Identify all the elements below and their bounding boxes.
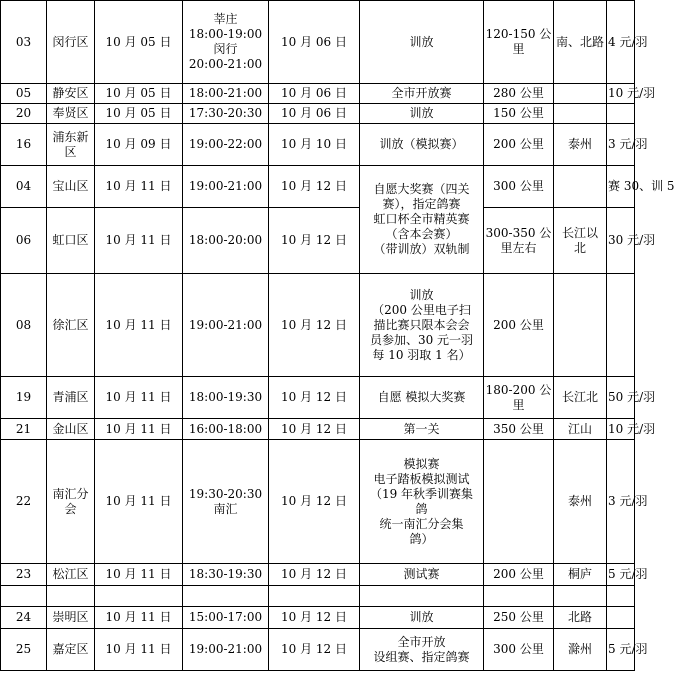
cell-distance: 180-200 公 里 — [484, 377, 554, 419]
cell-event: 全市开放 设组赛、指定鸽赛 — [360, 629, 484, 671]
cell-time: 18:30-19:30 — [183, 564, 269, 586]
cell-time: 莘庄 18:00-19:00 闵行 20:00-21:00 — [183, 1, 269, 84]
cell-time — [183, 586, 269, 607]
cell-region: 泰州 — [554, 124, 607, 166]
cell-code: 05 — [1, 84, 47, 104]
cell-time: 19:00-22:00 — [183, 124, 269, 166]
table-row — [1, 586, 635, 607]
cell-date-start: 10 月 11 日 — [95, 607, 183, 629]
cell-date-release: 10 月 10 日 — [269, 124, 360, 166]
cell-distance: 350 公里 — [484, 419, 554, 440]
cell-event: 第一关 — [360, 419, 484, 440]
cell-region — [554, 274, 607, 377]
cell-region: 泰州 — [554, 440, 607, 564]
table-row — [1, 84, 635, 104]
cell-date-release: 10 月 12 日 — [269, 629, 360, 671]
cell-date-start — [95, 586, 183, 607]
cell-district: 青浦区 — [47, 377, 95, 419]
cell-date-release: 10 月 12 日 — [269, 377, 360, 419]
cell-code: 21 — [1, 419, 47, 440]
cell-price — [607, 586, 635, 607]
cell-code: 23 — [1, 564, 47, 586]
cell-event: 训放（模拟赛） — [360, 124, 484, 166]
cell-distance: 200 公里 — [484, 564, 554, 586]
cell-code: 08 — [1, 274, 47, 377]
cell-distance: 300 公里 — [484, 166, 554, 208]
cell-time: 17:30-20:30 — [183, 104, 269, 124]
cell-date-release: 10 月 12 日 — [269, 440, 360, 564]
table-row — [1, 607, 635, 629]
cell-district: 静安区 — [47, 84, 95, 104]
cell-distance: 300 公里 — [484, 629, 554, 671]
table-row — [1, 274, 635, 377]
cell-date-start: 10 月 11 日 — [95, 377, 183, 419]
cell-date-start: 10 月 05 日 — [95, 84, 183, 104]
cell-price — [607, 274, 635, 377]
cell-district: 宝山区 — [47, 166, 95, 208]
cell-code: 24 — [1, 607, 47, 629]
cell-distance — [484, 440, 554, 564]
table-row — [1, 1, 635, 84]
cell-event: 训放 — [360, 607, 484, 629]
cell-region: 北路 — [554, 607, 607, 629]
cell-time: 16:00-18:00 — [183, 419, 269, 440]
table-row — [1, 564, 635, 586]
cell-region — [554, 586, 607, 607]
cell-event: 训放 — [360, 1, 484, 84]
cell-event: 训放 （200 公里电子扫 描比赛只限本会会 员参加、30 元一羽 每 10 羽取 1 名） — [360, 274, 484, 377]
cell-code: 04 — [1, 166, 47, 208]
cell-distance: 120-150 公 里 — [484, 1, 554, 84]
cell-code: 25 — [1, 629, 47, 671]
cell-time: 19:00-21:00 — [183, 166, 269, 208]
cell-distance: 250 公里 — [484, 607, 554, 629]
cell-date-start: 10 月 11 日 — [95, 440, 183, 564]
table-row — [1, 208, 635, 274]
cell-region — [554, 104, 607, 124]
cell-date-start: 10 月 11 日 — [95, 419, 183, 440]
cell-event: 全市开放赛 — [360, 84, 484, 104]
cell-distance: 280 公里 — [484, 84, 554, 104]
cell-date-release: 10 月 12 日 — [269, 208, 360, 274]
cell-date-release: 10 月 12 日 — [269, 274, 360, 377]
cell-district: 浦东新 区 — [47, 124, 95, 166]
cell-event — [360, 166, 484, 274]
cell-region — [554, 84, 607, 104]
cell-date-start: 10 月 11 日 — [95, 274, 183, 377]
cell-price — [607, 607, 635, 629]
cell-distance: 200 公里 — [484, 274, 554, 377]
cell-price: 3 元/羽 — [607, 124, 635, 166]
cell-code — [1, 586, 47, 607]
cell-event — [360, 586, 484, 607]
cell-district: 闵行区 — [47, 1, 95, 84]
cell-region: 滁州 — [554, 629, 607, 671]
table-row — [1, 104, 635, 124]
cell-event: 模拟赛 电子踏板模拟测试 （19 年秋季训赛集 鸽 统一南汇分会集 鸽） — [360, 440, 484, 564]
cell-price: 赛 30、训 5 — [607, 166, 635, 208]
table-row — [1, 377, 635, 419]
event-line: 自愿大奖赛（四关 赛），指定鸽赛 — [373, 182, 470, 211]
table-row — [1, 166, 635, 208]
cell-price: 4 元/羽 — [607, 1, 635, 84]
cell-district — [47, 586, 95, 607]
cell-distance: 200 公里 — [484, 124, 554, 166]
cell-time: 18:00-20:00 — [183, 208, 269, 274]
cell-region: 长江北 — [554, 377, 607, 419]
cell-price: 5 元/羽 — [607, 629, 635, 671]
cell-time: 19:00-21:00 — [183, 629, 269, 671]
cell-price: 10 元/羽 — [607, 419, 635, 440]
cell-time: 15:00-17:00 — [183, 607, 269, 629]
cell-price: 10 元/羽 — [607, 84, 635, 104]
cell-time: 19:30-20:30 南汇 — [183, 440, 269, 564]
cell-district: 金山区 — [47, 419, 95, 440]
cell-date-release: 10 月 12 日 — [269, 166, 360, 208]
cell-date-release — [269, 586, 360, 607]
cell-event: 训放 — [360, 104, 484, 124]
cell-distance: 150 公里 — [484, 104, 554, 124]
cell-date-start: 10 月 11 日 — [95, 208, 183, 274]
cell-code: 19 — [1, 377, 47, 419]
cell-price: 5 元/羽 — [607, 564, 635, 586]
cell-district: 虹口区 — [47, 208, 95, 274]
cell-district: 南汇分 会 — [47, 440, 95, 564]
cell-code: 16 — [1, 124, 47, 166]
cell-region: 江山 — [554, 419, 607, 440]
cell-price: 50 元/羽 — [607, 377, 635, 419]
cell-district: 嘉定区 — [47, 629, 95, 671]
cell-date-release: 10 月 12 日 — [269, 607, 360, 629]
cell-date-release: 10 月 06 日 — [269, 1, 360, 84]
cell-distance: 300-350 公 里左右 — [484, 208, 554, 274]
cell-date-start: 10 月 11 日 — [95, 629, 183, 671]
cell-date-start: 10 月 05 日 — [95, 104, 183, 124]
cell-date-release: 10 月 12 日 — [269, 564, 360, 586]
cell-code: 20 — [1, 104, 47, 124]
cell-event: 自愿 模拟大奖赛 — [360, 377, 484, 419]
cell-distance — [484, 586, 554, 607]
cell-region: 南、北路 — [554, 1, 607, 84]
cell-time: 19:00-21:00 — [183, 274, 269, 377]
cell-price: 30 元/羽 — [607, 208, 635, 274]
cell-district: 松江区 — [47, 564, 95, 586]
cell-date-release: 10 月 06 日 — [269, 84, 360, 104]
cell-date-start: 10 月 05 日 — [95, 1, 183, 84]
cell-date-release: 10 月 12 日 — [269, 419, 360, 440]
table-row — [1, 419, 635, 440]
cell-district: 奉贤区 — [47, 104, 95, 124]
cell-date-release: 10 月 06 日 — [269, 104, 360, 124]
event-line: 虹口杯全市精英赛 （含本会赛） （带训放）双轨制 — [373, 212, 470, 256]
cell-date-start: 10 月 11 日 — [95, 166, 183, 208]
cell-price: 3 元/羽 — [607, 440, 635, 564]
cell-time: 18:00-21:00 — [183, 84, 269, 104]
cell-code: 06 — [1, 208, 47, 274]
cell-price — [607, 104, 635, 124]
cell-code: 22 — [1, 440, 47, 564]
cell-region: 桐庐 — [554, 564, 607, 586]
cell-date-start: 10 月 11 日 — [95, 564, 183, 586]
cell-event: 测试赛 — [360, 564, 484, 586]
cell-region: 长江以 北 — [554, 208, 607, 274]
table-row — [1, 629, 635, 671]
cell-date-start: 10 月 09 日 — [95, 124, 183, 166]
table-row — [1, 124, 635, 166]
cell-code: 03 — [1, 1, 47, 84]
cell-district: 徐汇区 — [47, 274, 95, 377]
cell-region — [554, 166, 607, 208]
cell-district: 崇明区 — [47, 607, 95, 629]
table-row — [1, 440, 635, 564]
cell-time: 18:00-19:30 — [183, 377, 269, 419]
